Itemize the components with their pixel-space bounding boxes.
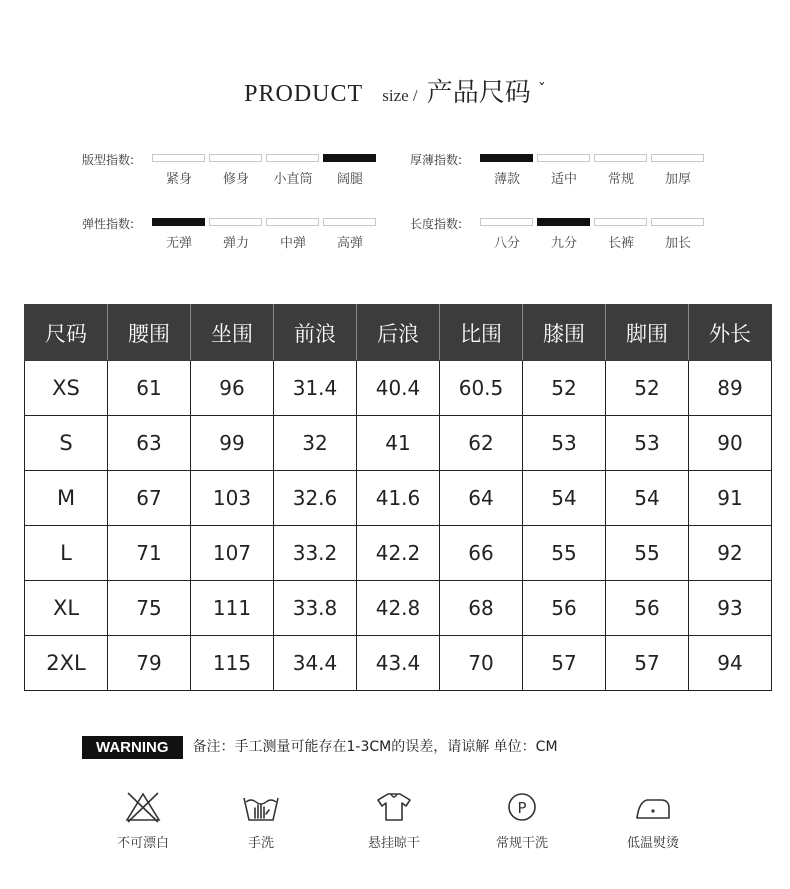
measurement-cell: 79	[108, 636, 191, 691]
measurement-cell: 33.2	[274, 526, 357, 581]
measurement-cell: 64	[440, 471, 523, 526]
index-bar	[651, 154, 704, 162]
index-option: 阔腿	[336, 172, 363, 187]
care-label: 低温熨烫	[626, 836, 679, 851]
column-header: 后浪	[357, 305, 440, 361]
measurement-cell: 52	[606, 361, 689, 416]
measurement-cell: 33.8	[274, 581, 357, 636]
measurement-cell: 41	[357, 416, 440, 471]
column-header: 尺码	[25, 305, 108, 361]
measurement-cell: 40.4	[357, 361, 440, 416]
size-cell: XS	[25, 361, 108, 416]
measurement-cell: 52	[523, 361, 606, 416]
index-bar-selected	[152, 218, 205, 226]
measurement-cell: 55	[606, 526, 689, 581]
table-header-row	[25, 305, 772, 361]
measurement-cell: 96	[191, 361, 274, 416]
measurement-cell: 42.2	[357, 526, 440, 581]
index-bar	[594, 154, 647, 162]
index-option: 加长	[664, 236, 691, 251]
warning-note	[82, 736, 558, 759]
index-bar-selected	[323, 154, 376, 162]
measurement-cell: 34.4	[274, 636, 357, 691]
measurement-cell: 75	[108, 581, 191, 636]
measurement-cell: 57	[523, 636, 606, 691]
index-option: 弹力	[222, 236, 249, 251]
measurement-cell: 62	[440, 416, 523, 471]
low-iron-icon	[633, 790, 673, 824]
size-cell: L	[25, 526, 108, 581]
measurement-cell: 91	[689, 471, 772, 526]
index-option: 常规	[607, 172, 634, 187]
caret-mark: ˇ	[537, 79, 546, 99]
measurement-cell: 41.6	[357, 471, 440, 526]
measurement-cell: 43.4	[357, 636, 440, 691]
product-heading: PRODUCT	[244, 81, 364, 107]
measurement-cell: 56	[606, 581, 689, 636]
index-bar	[323, 218, 376, 226]
column-header: 膝围	[523, 305, 606, 361]
column-header: 脚围	[606, 305, 689, 361]
index-bar	[266, 154, 319, 162]
table-row	[25, 526, 772, 581]
index-option: 九分	[550, 236, 577, 251]
svg-text:P: P	[517, 799, 527, 817]
index-bar	[152, 154, 205, 162]
index-label: 弹性指数:	[82, 217, 135, 231]
index-bar	[537, 154, 590, 162]
column-header: 外长	[689, 305, 772, 361]
column-header: 比围	[440, 305, 523, 361]
care-dry-clean	[477, 790, 567, 851]
index-option: 长裤	[607, 236, 634, 251]
hang-dry-icon	[374, 790, 414, 824]
index-bar	[209, 218, 262, 226]
measurement-cell: 66	[440, 526, 523, 581]
index-option: 适中	[550, 172, 577, 187]
index-bar-selected	[537, 218, 590, 226]
measurement-cell: 61	[108, 361, 191, 416]
hand-wash-icon	[241, 790, 281, 824]
index-bar-selected	[480, 154, 533, 162]
size-cell: XL	[25, 581, 108, 636]
table-row	[25, 636, 772, 691]
care-hand-wash	[216, 790, 306, 851]
size-cell: 2XL	[25, 636, 108, 691]
index-label: 厚薄指数:	[410, 153, 463, 167]
size-title: 产品尺码	[426, 78, 531, 108]
measurement-cell: 53	[606, 416, 689, 471]
table-row	[25, 361, 772, 416]
measurement-cell: 32	[274, 416, 357, 471]
measurement-cell: 54	[523, 471, 606, 526]
measurement-cell: 94	[689, 636, 772, 691]
page-header	[0, 72, 790, 109]
warning-badge: WARNING	[82, 736, 183, 759]
measurement-cell: 54	[606, 471, 689, 526]
care-hang-dry	[349, 790, 439, 851]
index-option: 中弹	[279, 236, 306, 251]
size-cell: S	[25, 416, 108, 471]
measurement-cell: 111	[191, 581, 274, 636]
no-bleach-icon	[123, 790, 163, 824]
index-label: 长度指数:	[410, 217, 463, 231]
table-row	[25, 581, 772, 636]
care-label: 不可漂白	[116, 836, 169, 851]
measurement-cell: 70	[440, 636, 523, 691]
table-row	[25, 471, 772, 526]
measurement-cell: 90	[689, 416, 772, 471]
measurement-cell: 56	[523, 581, 606, 636]
column-header: 前浪	[274, 305, 357, 361]
table-row	[25, 416, 772, 471]
index-option: 薄款	[493, 172, 520, 187]
index-option: 加厚	[664, 172, 691, 187]
index-option: 修身	[222, 172, 249, 187]
measurement-cell: 71	[108, 526, 191, 581]
measurement-note: 备注：手工测量可能存在1-3CM的误差，请谅解 单位：CM	[192, 739, 558, 755]
measurement-cell: 99	[191, 416, 274, 471]
index-option: 高弹	[336, 236, 363, 251]
measurement-cell: 60.5	[440, 361, 523, 416]
measurement-cell: 107	[191, 526, 274, 581]
measurement-cell: 67	[108, 471, 191, 526]
size-subheading: size /	[382, 86, 418, 105]
index-bar	[209, 154, 262, 162]
care-low-iron	[608, 790, 698, 851]
index-option: 紧身	[165, 172, 192, 187]
measurement-cell: 32.6	[274, 471, 357, 526]
care-no-bleach	[98, 790, 188, 851]
measurement-cell: 115	[191, 636, 274, 691]
measurement-cell: 53	[523, 416, 606, 471]
measurement-cell: 42.8	[357, 581, 440, 636]
dry-clean-icon	[502, 790, 542, 824]
measurement-cell: 103	[191, 471, 274, 526]
index-option: 无弹	[165, 236, 192, 251]
care-label: 悬挂晾干	[367, 836, 420, 851]
index-bar	[594, 218, 647, 226]
index-bar	[266, 218, 319, 226]
measurement-cell: 92	[689, 526, 772, 581]
index-label: 版型指数:	[82, 153, 135, 167]
measurement-cell: 57	[606, 636, 689, 691]
measurement-cell: 63	[108, 416, 191, 471]
measurement-cell: 89	[689, 361, 772, 416]
care-label: 手洗	[247, 836, 274, 851]
index-bar	[480, 218, 533, 226]
index-option: 八分	[493, 236, 520, 251]
size-chart-table	[24, 304, 772, 691]
index-option: 小直筒	[273, 172, 313, 187]
column-header: 腰围	[108, 305, 191, 361]
measurement-cell: 55	[523, 526, 606, 581]
index-bar	[651, 218, 704, 226]
care-label: 常规干洗	[495, 836, 548, 851]
size-cell: M	[25, 471, 108, 526]
measurement-cell: 31.4	[274, 361, 357, 416]
column-header: 坐围	[191, 305, 274, 361]
measurement-cell: 93	[689, 581, 772, 636]
measurement-cell: 68	[440, 581, 523, 636]
